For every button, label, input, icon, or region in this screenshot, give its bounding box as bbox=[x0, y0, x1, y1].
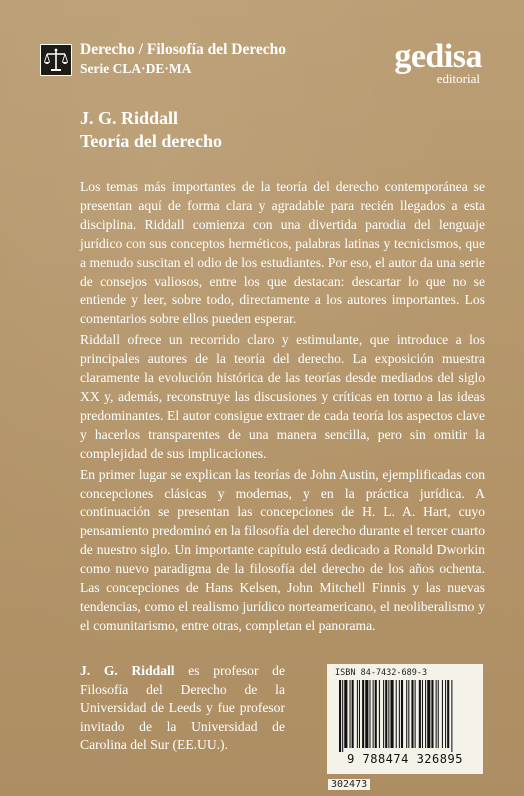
publisher-name: gedisa bbox=[394, 38, 482, 75]
blurb-paragraph-3: En primer lugar se explican las teorías de John Austin, ejemplificadas con concepciones clásicas y modernas, y en la práctica jurídica. A continuación se presentan las concepciones de H. L. A. Hart, cuyo pensamiento predominó en la filosofía del derecho durante el tercer cuarto de nuestro siglo. Un importante capítulo está dedicado a Ronald Dworkin como nuevo paradigma de la filosofía del derecho de los años ochenta. Las concepciones de Hans Kelsen, John Mitchell Finnis y las nuevas tendencias, como el realismo jurídico norteamericano, el neoliberalismo y el comunitarismo, entre otras, completan el panorama. bbox=[80, 466, 485, 633]
bio-text: es profesor de Filosofía del Derecho de la Universidad de Leeds y fue profesor invitado de la Universidad de Carolina del Sur (EE.UU.). bbox=[80, 663, 285, 753]
blurb-paragraph-2: Riddall ofrece un recorrido claro y estimulante, que introduce a los principales autores de la teoría del derecho. La exposición muestra claramente la evolución histórica de las teorías desde mediados del siglo XX y, además, reconstruye las discusiones y críticas en torno a las ideas predominantes. El autor consigue extraer de cada teoría los aspectos clave y hacerlos transparentes de una manera sencilla, pero sin omitir la complejidad de sus implicaciones. bbox=[80, 332, 485, 461]
author-bio bbox=[80, 662, 285, 755]
publisher-logo bbox=[370, 38, 482, 86]
price-code: 302473 bbox=[328, 779, 370, 790]
book-title: Teoría del derecho bbox=[80, 131, 222, 151]
publisher-subtitle: editorial bbox=[436, 71, 480, 86]
isbn-number: ISBN 84-7432-689-3 bbox=[335, 668, 428, 678]
scales-of-justice-icon bbox=[40, 44, 72, 76]
blurb bbox=[80, 178, 485, 636]
series-subtitle: Serie CLA·DE·MA bbox=[80, 61, 192, 76]
barcode-icon bbox=[331, 680, 479, 752]
author-name: J. G. Riddall bbox=[80, 108, 179, 128]
bio-author-name: J. G. Riddall bbox=[80, 663, 175, 678]
barcode-digits: 9 788474 326895 bbox=[347, 752, 463, 766]
series-title: Derecho / Filosofía del Derecho bbox=[80, 41, 287, 58]
blurb-paragraph-1: Los temas más importantes de la teoría del derecho contemporánea se presentan aquí de forma clara y agradable para recién llegados a esta disciplina. Riddall comienza con una divertida parodia del lenguaje jurídico con sus conceptos herméticos, palabras latinas y tecnicismos, que a menudo suscitan el odio de los estudiantes. Por eso, el autor da una serie de consejos valiosos, entre los que destacan: descartar lo que no se entiende y leer, sobre todo, directamente a los autores importantes. Los comentarios sobre ellos pueden esperar. bbox=[80, 179, 485, 327]
barcode-label bbox=[327, 664, 483, 774]
